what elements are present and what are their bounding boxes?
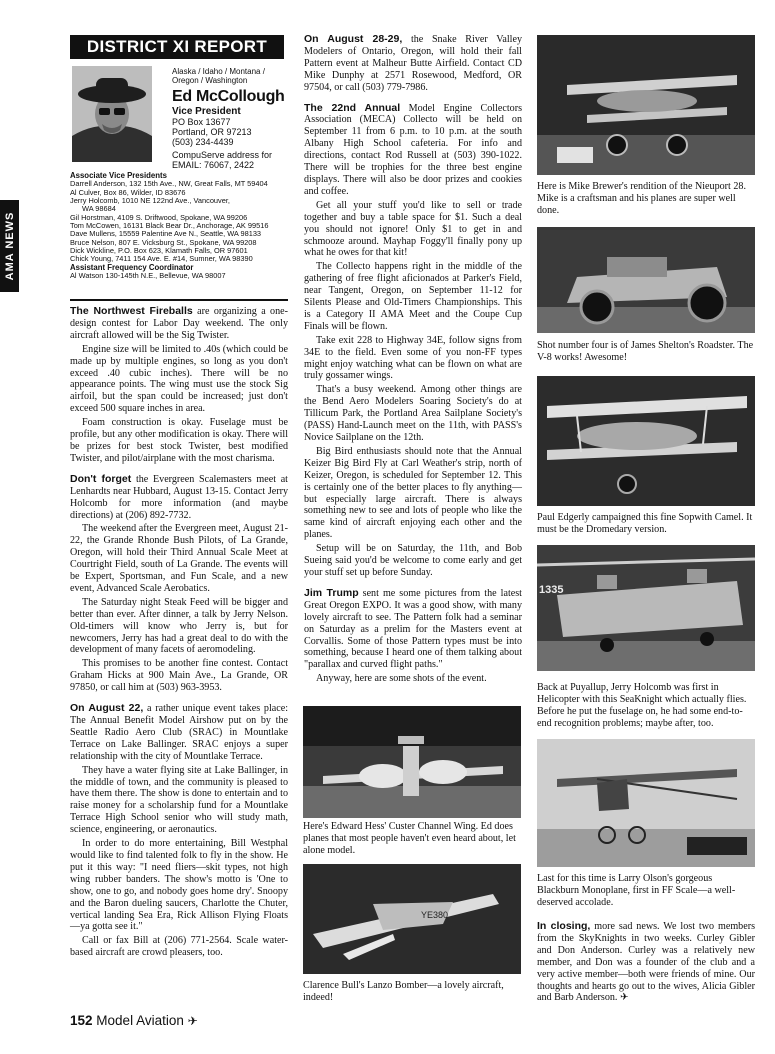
header-divider <box>70 299 288 301</box>
region-line: Oregon / Washington <box>172 76 248 85</box>
associate-entry: Dick Wickline, P.O. Box 623, Klamath Falls, OR 97601 <box>70 246 248 256</box>
vice-president-contact <box>172 117 272 170</box>
caption-nieuport-28: Here is Mike Brewer's rendition of the Nieuport 28. Mike is a craftsman and his planes are super well done. <box>537 181 746 216</box>
photo-sopwith-camel <box>537 376 755 506</box>
paragraph: This promises to be another fine contest. Contact Graham Hicks at 900 Main Ave., La Grande, OR 97850, or call him at (503) 963-3953. <box>70 658 288 694</box>
region-line: Alaska / Idaho / Montana / <box>172 67 265 76</box>
magazine-name: Model Aviation <box>96 1013 184 1028</box>
caption-sopwith-camel: Paul Edgerly campaigned this fine Sopwith Camel. It must be the Dromedary version. <box>537 512 753 535</box>
column-left <box>70 306 288 961</box>
contact-line: Portland, OR 97213 <box>172 127 252 138</box>
contact-line: PO Box 13677 <box>172 117 231 127</box>
paragraph: The weekend after the Evergreen meet, August 21-22, the Grande Rhonde Bush Pilots, of La Grande, Oregon, will hold their Third Annual Scale Meet at Courtright Field, south of La Grande. The events will be Expert, Sportsman, and Fun Scale, and a new event, Advanced Scale Aerobatics. <box>70 523 288 594</box>
associate-entry: Dave Mullens, 15559 Palentine Ave N., Seattle, WA 98133 <box>70 229 262 239</box>
paragraph-22nd-annual: The 22nd Annual Model Engine Collectors Association (MECA) Collecto will be held on September 11 from 6 p.m. to 10 p.m. at the south Albany High School cafeteria. For info and directions, contact Rod Russell at (503) 390-1022. There will be trophies for the three best engine displays. There will also be door prizes and cookies and coffee. <box>304 101 522 197</box>
side-tab-label: AMA NEWS <box>3 211 16 281</box>
photo-seaknight-helicopter <box>537 545 755 671</box>
district-report-title: DISTRICT XI REPORT <box>70 35 284 59</box>
paragraph: That's a busy weekend. Among other things are the Bend Aero Modelers Soaring Society's do at Tillicum Park, the Portland Area Sailplane Society's (PASS) Hand-Launch meet on the 11th, with PASS's Novice Sailplane on the 12th. <box>304 384 522 443</box>
associate-entry: Al Culver, Box 86, Wilder, ID 83676 <box>70 187 186 197</box>
aircraft-marking: YE380 <box>421 910 449 920</box>
vice-president-portrait <box>72 66 152 162</box>
photo-blackburn-monoplane <box>537 739 755 867</box>
paragraph-august-28: On August 28-29, the Snake River Valley Modelers of Ontario, Oregon, will hold their fall Pattern event at Malheur Butte Airfield. Contact CD Mike Dunphy at 2571 Rosewood, Medford, OR 97504, or call (503) 779-7986. <box>304 33 522 93</box>
associate-entry: Bruce Nelson, 807 E. Vicksburg St., Spokane, WA 99208 <box>70 237 257 247</box>
photo-nieuport-28 <box>537 35 755 175</box>
vice-president-name: Ed McCollough <box>172 88 285 105</box>
associate-entry: Chick Young, 7411 154 Ave. E. #14, Sumner, WA 98390 <box>70 254 253 264</box>
paragraph: Get all your stuff you'd like to sell or trade together and buy a table space for $1. Such a deal you should not ignore! Only $1 to get in and schmooze around. Mayhap Foggy'll finally pony up what he owes for that kit! <box>304 199 522 259</box>
column-right-closing <box>537 921 755 1006</box>
paragraph-fireballs: The Northwest Fireballs are organizing a one-design contest for Labor Day weekend. The only aircraft allowed will be the Sig Twister. <box>70 305 288 341</box>
paragraph-in-closing: In closing, more sad news. We lost two members from the SkyKnights in two weeks. Curley Gibler and Don Anderson. Curley was a relatively new member, and Don was a founder of the club and a very active member—both were friends of mine. Our thoughts and hearts go out to the wives, Alicia Gibler and Barb Anderson. ✈ <box>537 920 755 1004</box>
caption-lanzo-bomber: Clarence Bull's Lanzo Bomber—a lovely aircraft, indeed! <box>303 980 504 1003</box>
caption-custer-channel-wing: Here's Edward Hess' Custer Channel Wing. Ed does planes that most people haven't even heard about, let alone model. <box>303 821 516 856</box>
associate-entry: Gil Horstman, 4109 S. Driftwood, Spokane, WA 99206 <box>70 212 248 222</box>
paragraph: Big Bird enthusiasts should note that the Annual Keizer Big Bird Fly at Carl Weather's strip, north of Keizer, Oregon, is scheduled for September 12. This is certainly one of the better places to fly anything—but especially large aircraft. There is always something new to see and lots of people who like the same kind of aircraft enjoying each other and the planes. <box>304 445 522 541</box>
contact-line: EMAIL: 76067, 2422 <box>172 159 255 170</box>
column-middle <box>304 34 522 687</box>
section-side-tab <box>0 200 19 292</box>
photo-lanzo-bomber <box>303 864 521 974</box>
associate-heading: Associate Vice Presidents <box>70 171 167 180</box>
paragraph: Foam construction is okay. Fuselage must be profile, but any other modification is okay. There will be prizes for best stock Twister, best modified Twister, and pilot/airplane with the most charisma. <box>70 417 288 464</box>
photo-custer-channel-wing <box>303 706 521 818</box>
frequency-heading: Assistant Frequency Coordinator <box>70 262 194 272</box>
caption-blackburn-monoplane: Last for this time is Larry Olson's gorgeous Blackburn Monoplane, first in FF Scale—a well-deserved accolade. <box>537 873 736 908</box>
paragraph: Setup will be on Saturday, the 11th, and Bob Sueing said you'd be welcome to come early and get your stuff set up before Sunday. <box>304 543 522 578</box>
caption-roadster: Shot number four is of James Shelton's Roadster. The V-8 works! Awesome! <box>537 340 754 363</box>
photo-roadster <box>537 227 755 333</box>
paragraph: They have a water flying site at Lake Ballinger, in the middle of town, and the community is pleased to have them there. The show is done to entertain and to raise money for a scholarship fund for a Mountlake Terrace High School senior who will study math, science, engineering, or aeronautics. <box>70 764 288 836</box>
paragraph: The Collecto happens right in the middle of the gathering of free flight aficionados at Parker's Field, near Tangent, Oregon, on September 11-12 for Silents Please and Old-Timers Championships. This is a Category II AMA Meet and the Coupe Cup Finals will be flown. <box>304 261 522 332</box>
paragraph-august-22: On August 22, a rather unique event takes place: The Annual Benefit Model Airshow put on by the Seattle Radio Aero Club (SRAC) in Mountlake Terrace on Lake Ballinger. SRAC enjoys a super relationship with the city of Mountlake Terrace. <box>70 702 288 762</box>
associate-entry: Darrell Anderson, 132 15th Ave., NW, Great Falls, MT 59404 <box>70 179 268 189</box>
helicopter-marking: 1335 <box>539 584 564 596</box>
associate-entry: WA 98684 <box>82 204 116 214</box>
vice-president-role: Vice President <box>172 106 241 117</box>
associate-entry: Jerry Holcomb, 1010 NE 122nd Ave., Vancouver, <box>70 196 230 206</box>
district-region <box>172 67 292 85</box>
page-number: 152 <box>70 1013 93 1028</box>
airplane-icon: ✈ <box>187 1014 198 1028</box>
paragraph: Anyway, here are some shots of the event. <box>316 673 487 685</box>
associate-vp-list <box>70 172 295 280</box>
paragraph: In order to do more entertaining, Bill Westphal would like to find talented folk to fly in the show. He put it this way: "I need fliers—skit types, not high wing rubber banders. The show's motto is 'One to show, one to go, and nobody goes home dry'. Snoopy and the Baron dueling saucers, Charlotte the Chuter, vertical landing Sea Era, Rick Allison Flying Floats—ya gotta see it." <box>70 838 288 933</box>
paragraph-jim-trump: Jim Trump sent me some pictures from the latest Great Oregon EXPO. It was a good show, with many lovely aircraft to see. The Pattern folk had a seminar on Saturday as a prelim for the Masters event at Corvallis. Some of those Pattern types must be into something, because I heard one of them talking about "parallax and curved flight paths." <box>304 586 522 671</box>
page-footer <box>70 1013 198 1028</box>
associate-entry: Tom McCowen, 16131 Black Bear Dr., Anchorage, AK 99516 <box>70 221 269 231</box>
frequency-entry: Al Watson 130-145th N.E., Bellevue, WA 98007 <box>70 271 226 281</box>
paragraph: Call or fax Bill at (206) 771-2564. Scale water-based aircraft are crowd pleasers, too. <box>70 935 288 959</box>
paragraph: Take exit 228 to Highway 34E, follow signs from 34E to the field. Even some of you non-FF types might enjoy watching what can be flown on what are truly gossamer wings. <box>304 334 522 382</box>
caption-seaknight-helicopter: Back at Puyallup, Jerry Holcomb was first in Helicopter with this SeaKnight which actually flies. Before he put the fuselage on, he had some end-to-end recognition problems; maybe after, too. <box>537 682 747 729</box>
paragraph: Engine size will be limited to .40s (which could be made up by multiple engines, so long as you don't exceed .40 cubic inches). There will be no appearance points. The wing must use the stock Sig airfoil, but the span could be increased; just don't exceed 500 square inches in area. <box>70 343 288 415</box>
contact-line: (503) 234-4439 <box>172 137 234 148</box>
contact-line: CompuServe address for <box>172 149 273 160</box>
paragraph: The Saturday night Steak Feed will be bigger and better than ever. After dinner, a talk by Jerry Nelson. Old-timers will know who Jerry is, but for newcomers, Jerry has had a great deal to do with the development of many facets of aeromodeling. <box>70 596 288 656</box>
paragraph-dont-forget: Don't forget the Evergreen Scalemasters meet at Lenhardts near Hubbard, August 13-15. Contact Jerry Holcomb for more information (and maybe directions) at (206) 892-7732. <box>70 472 288 521</box>
end-mark-icon: ✈ <box>620 992 629 1004</box>
